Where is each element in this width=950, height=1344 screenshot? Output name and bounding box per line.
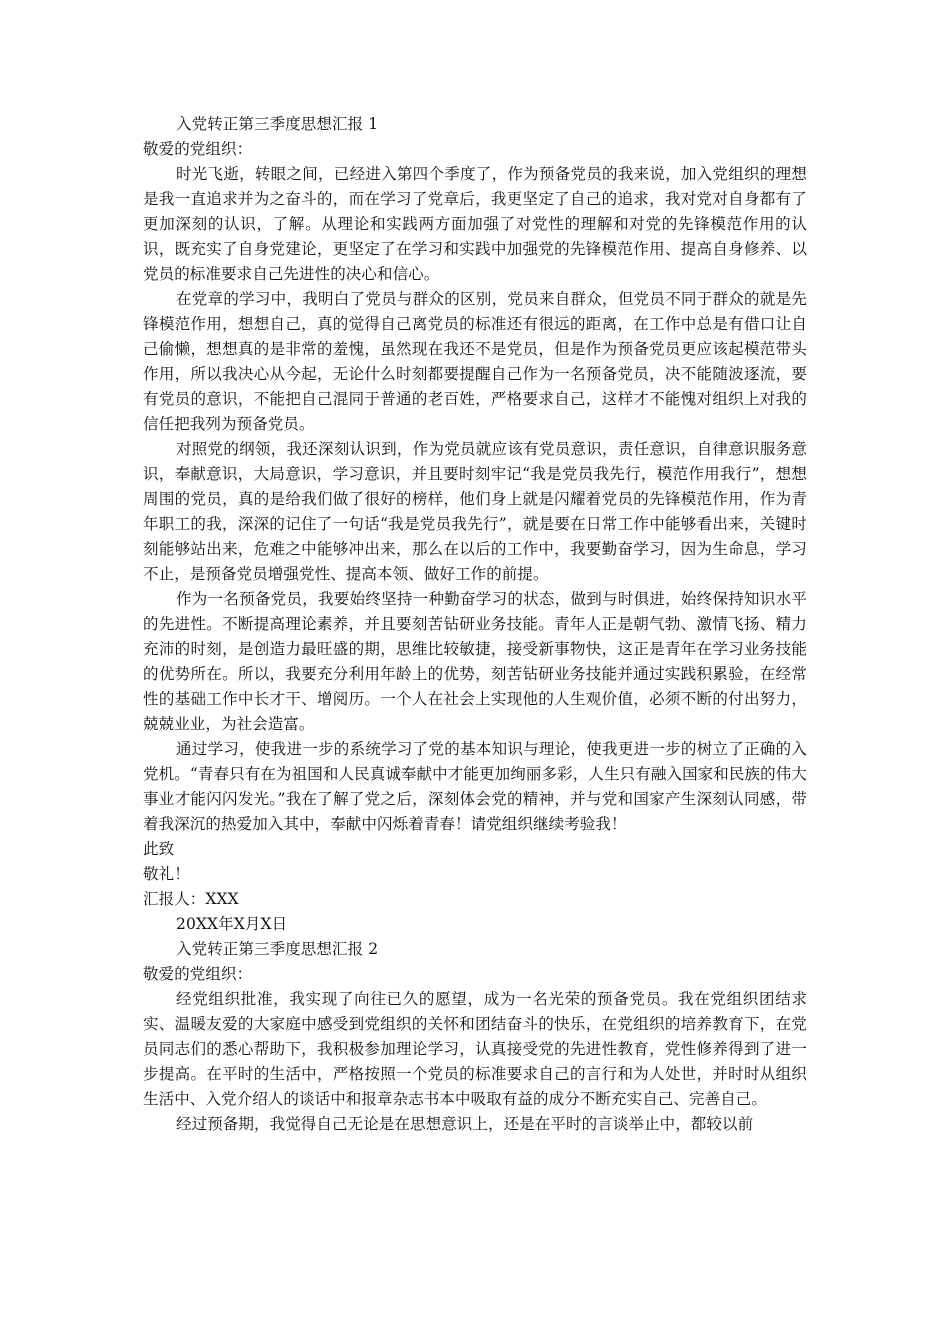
report-2-salutation: 敬爱的党组织： <box>143 965 253 983</box>
report-1-closing-1: 此致 <box>143 840 175 858</box>
report-1-reporter: 汇报人：XXX <box>143 890 239 908</box>
report-1-paragraph-4: 作为一名预备党员，我要始终坚持一种勤奋学习的状态，做到与时俱进，始终保持知识水平的先进性。不断提高理论素养，并且要刻苦钻研业务技能。青年人正是朝气勃、激情飞扬、精力充沛的时刻，是创造力最旺盛的期，思维比较敏捷，接受新事物快，这正是青年在学习业务技能的优势所在。所以，我要充分利用年龄上的优势，刻苦钻研业务技能并通过实践积累验，在经常性的基础工作中长才干、增阅历。一个人在社会上实现他的人生观价值，必须不断的付出努力，兢兢业业，为社会造富。 <box>143 590 807 733</box>
report-2-paragraph-2: 经过预备期，我觉得自己无论是在思想意识上，还是在平时的言谈举止中，都较以前 <box>176 1115 754 1133</box>
report-2-paragraph-1: 经党组织批准，我实现了向往已久的愿望，成为一名光荣的预备党员。我在党组织团结求实、温暖友爱的大家庭中感受到党组织的关怀和团结奋斗的快乐，在党组织的培养教育下，在党员同志们的悉心帮助下，我积极参加理论学习，认真接受党的先进性教育，党性修养得到了进一步提高。在平时的生活中，严格按照一个党员的标准要求自己的言行和为人处世，并时时从组织生活中、入党介绍人的谈话中和报章杂志书本中吸取有益的成分不断充实自己、完善自己。 <box>143 990 807 1108</box>
report-1-paragraph-3: 对照党的纲领，我还深刻认识到，作为党员就应该有党员意识，责任意识，自律意识服务意识，奉献意识，大局意识，学习意识，并且要时刻牢记“我是党员我先行，模范作用我行”，想想周围的党员，真的是给我们做了很好的榜样，他们身上就是闪耀着党员的先锋模范作用，作为青年职工的我，深深的记住了一句话“我是党员我先行”，就是要在日常工作中能够看出来，关键时刻能够站出来，危难之中能够冲出来，那么在以后的工作中，我要勤奋学习，因为生命息，学习不止，是预备党员增强党性、提高本领、做好工作的前提。 <box>143 440 807 583</box>
report-1-salutation: 敬爱的党组织： <box>143 140 253 158</box>
report-1-paragraph-2: 在党章的学习中，我明白了党员与群众的区别，党员来自群众，但党员不同于群众的就是先锋模范作用，想想自己，真的觉得自己离党员的标准还有很远的距离，在工作中总是有借口让自己偷懒，想想真的是非常的羞愧，虽然现在我还不是党员，但是作为预备党员更应该起模范带头作用，所以我决心从今起，无论什么时刻都要提醒自己作为一名预备党员，决不能随波逐流，要有党员的意识，不能把自己混同于普通的老百姓，严格要求自己，这样才不能愧对组织上对我的信任把我列为预备党员。 <box>143 290 807 433</box>
report-1-date: 20XX年X月X日 <box>176 915 288 933</box>
report-1-paragraph-5: 通过学习，使我进一步的系统学习了党的基本知识与理论，使我更进一步的树立了正确的入党机。“青春只有在为祖国和人民真诚奉献中才能更加绚丽多彩，人生只有融入国家和民族的伟大事业才能闪闪发光。”我在了解了党之后，深刻体会党的精神，并与党和国家产生深刻认同感，带着我深沉的热爱加入其中，奉献中闪烁着青春！请党组织继续考验我！ <box>143 740 807 833</box>
report-1-closing-2: 敬礼！ <box>143 865 190 883</box>
report-2-title: 入党转正第三季度思想汇报 2 <box>176 940 379 958</box>
report-1-title: 入党转正第三季度思想汇报 1 <box>176 115 379 133</box>
report-1-paragraph-1: 时光飞逝，转眼之间，已经进入第四个季度了，作为预备党员的我来说，加入党组织的理想是我一直追求并为之奋斗的，而在学习了党章后，我更坚定了自己的追求，我对党对自身都有了更加深刻的认识，了解。从理论和实践两方面加强了对党性的理解和对党的先锋模范作用的认识，既充实了自身党建论，更坚定了在学习和实践中加强党的先锋模范作用、提高自身修养、以党员的标准要求自己先进性的决心和信心。 <box>143 165 807 283</box>
document-body <box>143 112 807 1137</box>
